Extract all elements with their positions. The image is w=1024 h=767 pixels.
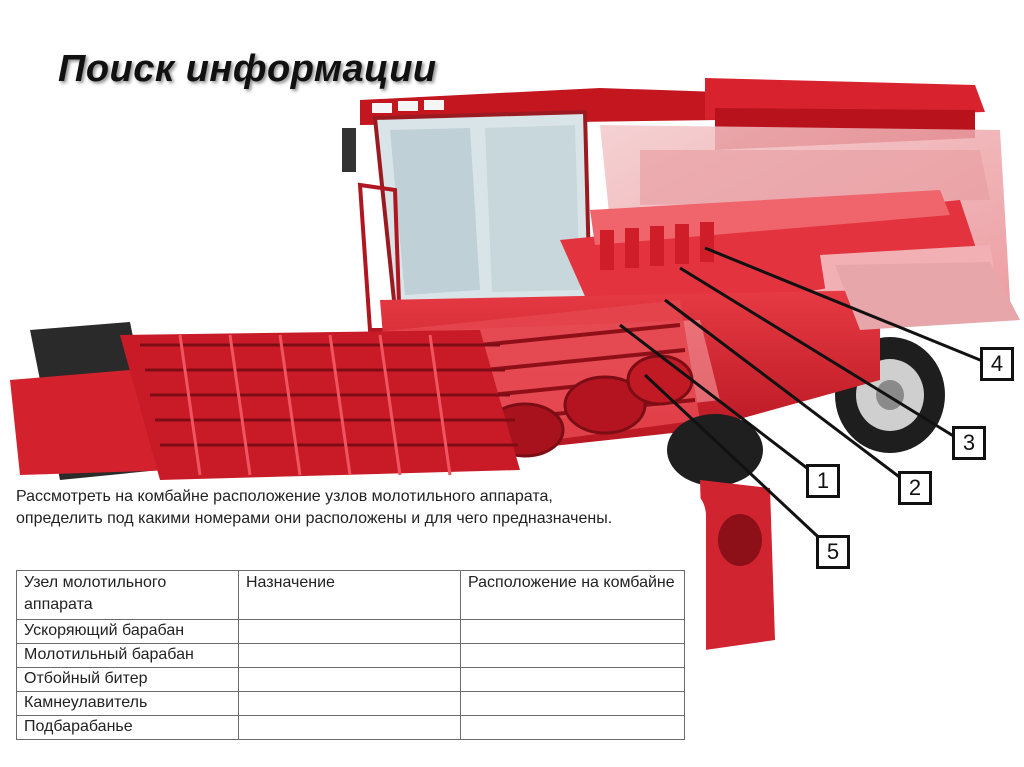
purpose-cell[interactable] [239,692,461,716]
table-header-row [17,571,685,620]
node-cell: Ускоряющий барабан [17,620,239,644]
node-cell: Подбарабанье [17,716,239,740]
purpose-cell[interactable] [239,620,461,644]
task-instruction: Рассмотреть на комбайне расположение узлов молотильного аппарата, определить под какими номерами они расположены и для чего предназначены. [16,488,613,527]
location-cell[interactable] [461,692,685,716]
table-row [17,668,685,692]
node-cell: Камнеулавитель [17,692,239,716]
node-cell: Молотильный барабан [17,644,239,668]
location-cell[interactable] [461,716,685,740]
column-header-location: Расположение на комбайне [461,571,685,620]
table-row [17,692,685,716]
node-cell: Отбойный битер [17,668,239,692]
purpose-cell[interactable] [239,716,461,740]
location-cell[interactable] [461,644,685,668]
callout-3: 3 [952,426,986,460]
column-header-purpose: Назначение [239,571,461,620]
table-row [17,716,685,740]
table-row [17,620,685,644]
table-row [17,644,685,668]
purpose-cell[interactable] [239,644,461,668]
location-cell[interactable] [461,620,685,644]
purpose-cell[interactable] [239,668,461,692]
threshing-nodes-table [16,570,685,740]
callout-2: 2 [898,471,932,505]
column-header-node: Узел молотильного аппарата [17,571,239,620]
slide-title: Поиск информации [58,48,437,90]
callout-1: 1 [806,464,840,498]
callout-4: 4 [980,347,1014,381]
callout-5: 5 [816,535,850,569]
location-cell[interactable] [461,668,685,692]
